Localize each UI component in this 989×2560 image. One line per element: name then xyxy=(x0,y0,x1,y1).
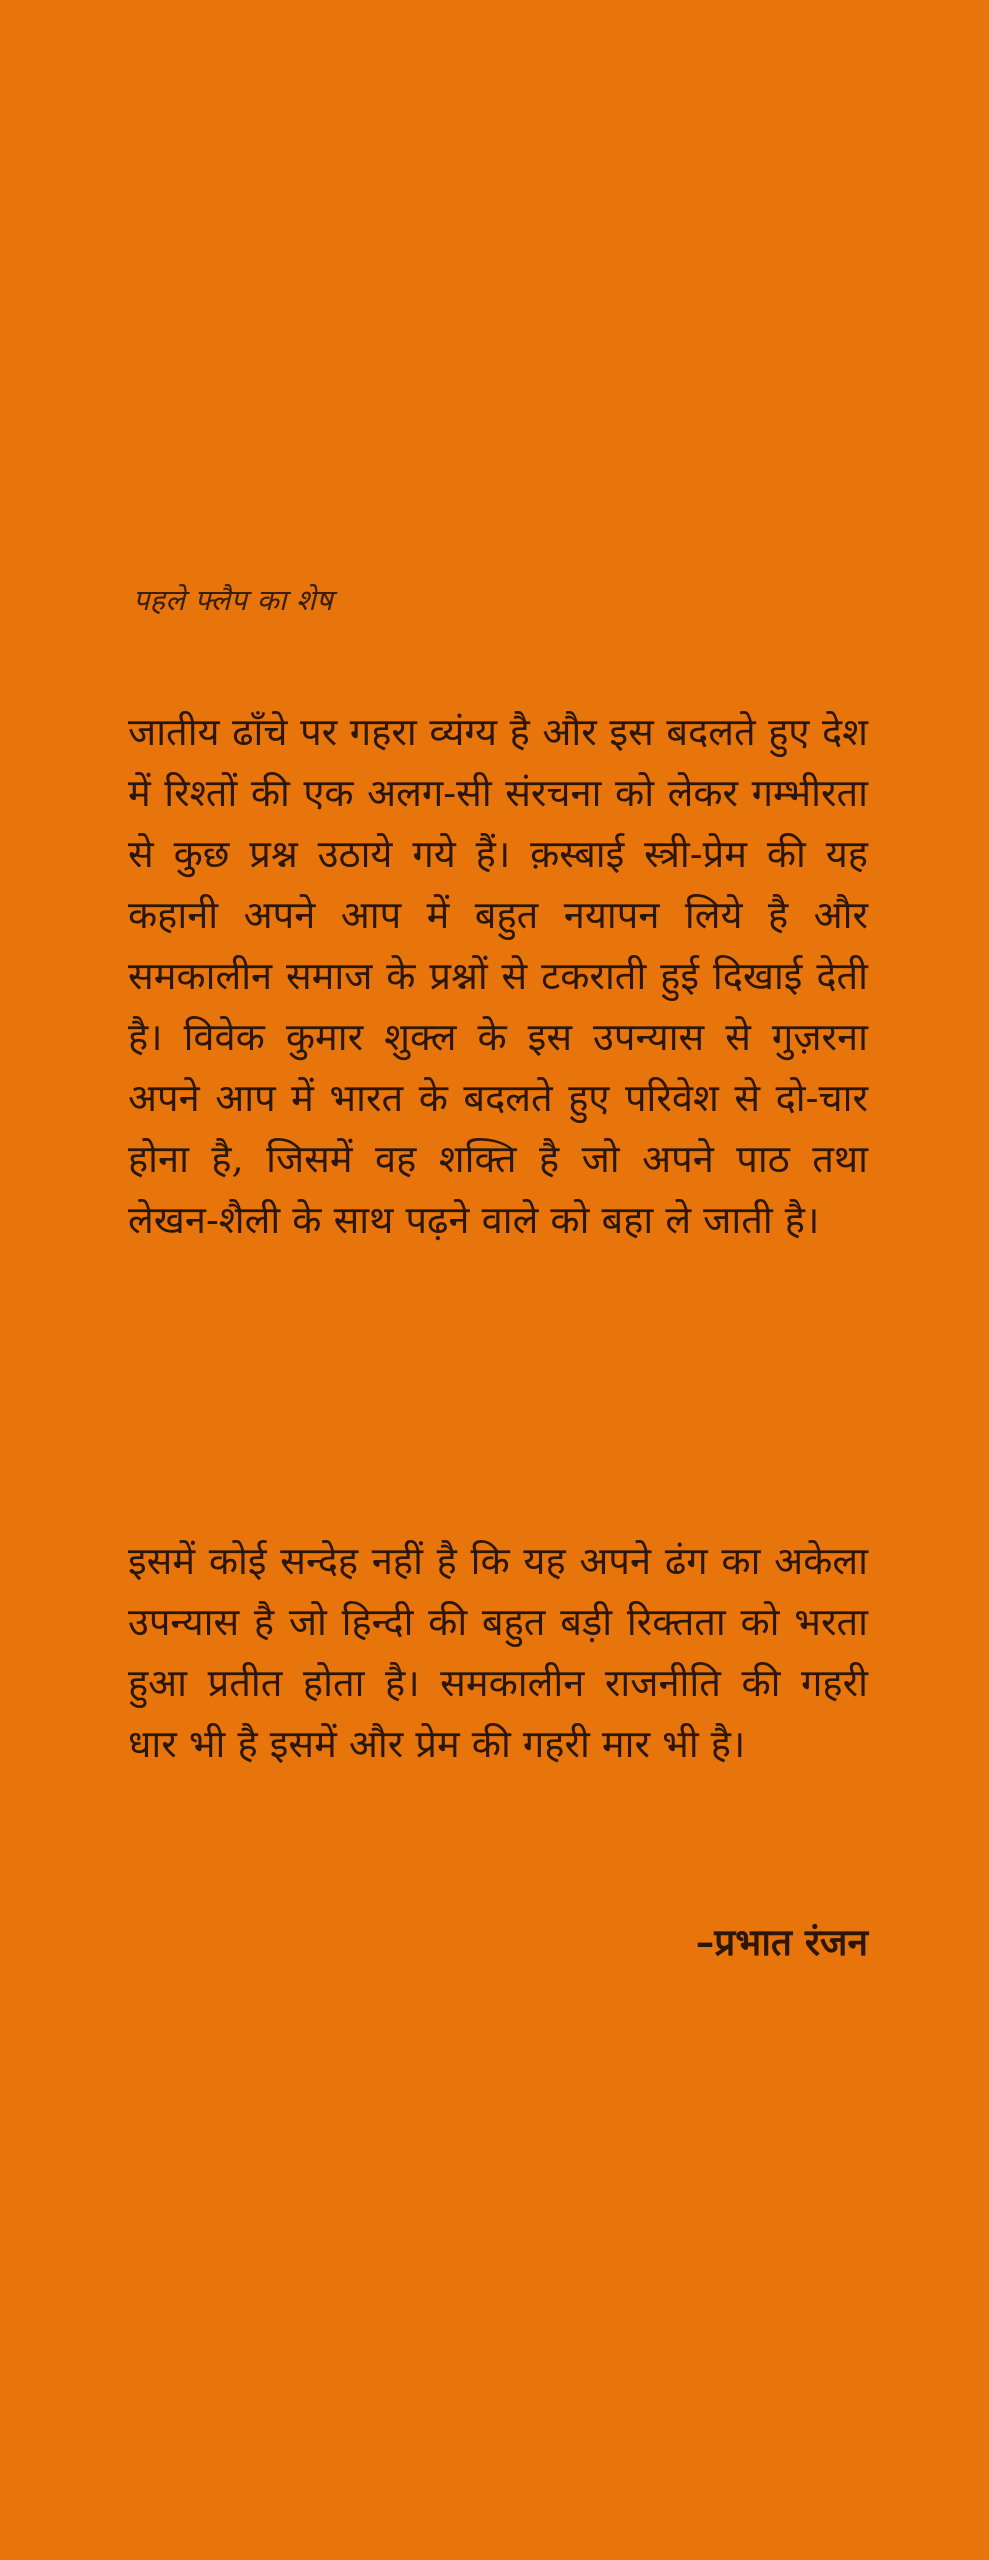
continued-from-first-flap-label: पहले फ्लैप का शेष xyxy=(133,583,333,617)
author-signature: –प्रभात रंजन xyxy=(695,1920,868,1964)
flap-paragraph-2: इसमें कोई सन्देह नहीं है कि यह अपने ढंग का अकेला उपन्यास है जो हिन्दी की बहुत बड़ी रिक्तता को भरता हुआ प्रतीत होता है। समकालीन राजनीति की गहरी धार भी है इसमें और प्रेम की गहरी मार भी है। xyxy=(128,1539,868,1766)
flap-paragraph-1: जातीय ढाँचे पर गहरा व्यंग्य है और इस बदलते हुए देश में रिश्तों की एक अलग-सी संरचना को लेकर गम्भीरता से कुछ प्रश्न उठाये गये हैं। क़स्बाई स्त्री-प्रेम की यह कहानी अपने आप में बहुत नयापन लिये है और समकालीन समाज के प्रश्नों से टकराती हुई दिखाई देती है। विवेक कुमार शुक्ल के इस उपन्यास से गुज़रना अपने आप में भारत के बदलते हुए परिवेश से दो-चार होना है, जिसमें वह शक्ति है जो अपने पाठ तथा लेखन-शैली के साथ पढ़ने वाले को बहा ले जाती है। xyxy=(128,710,868,1242)
